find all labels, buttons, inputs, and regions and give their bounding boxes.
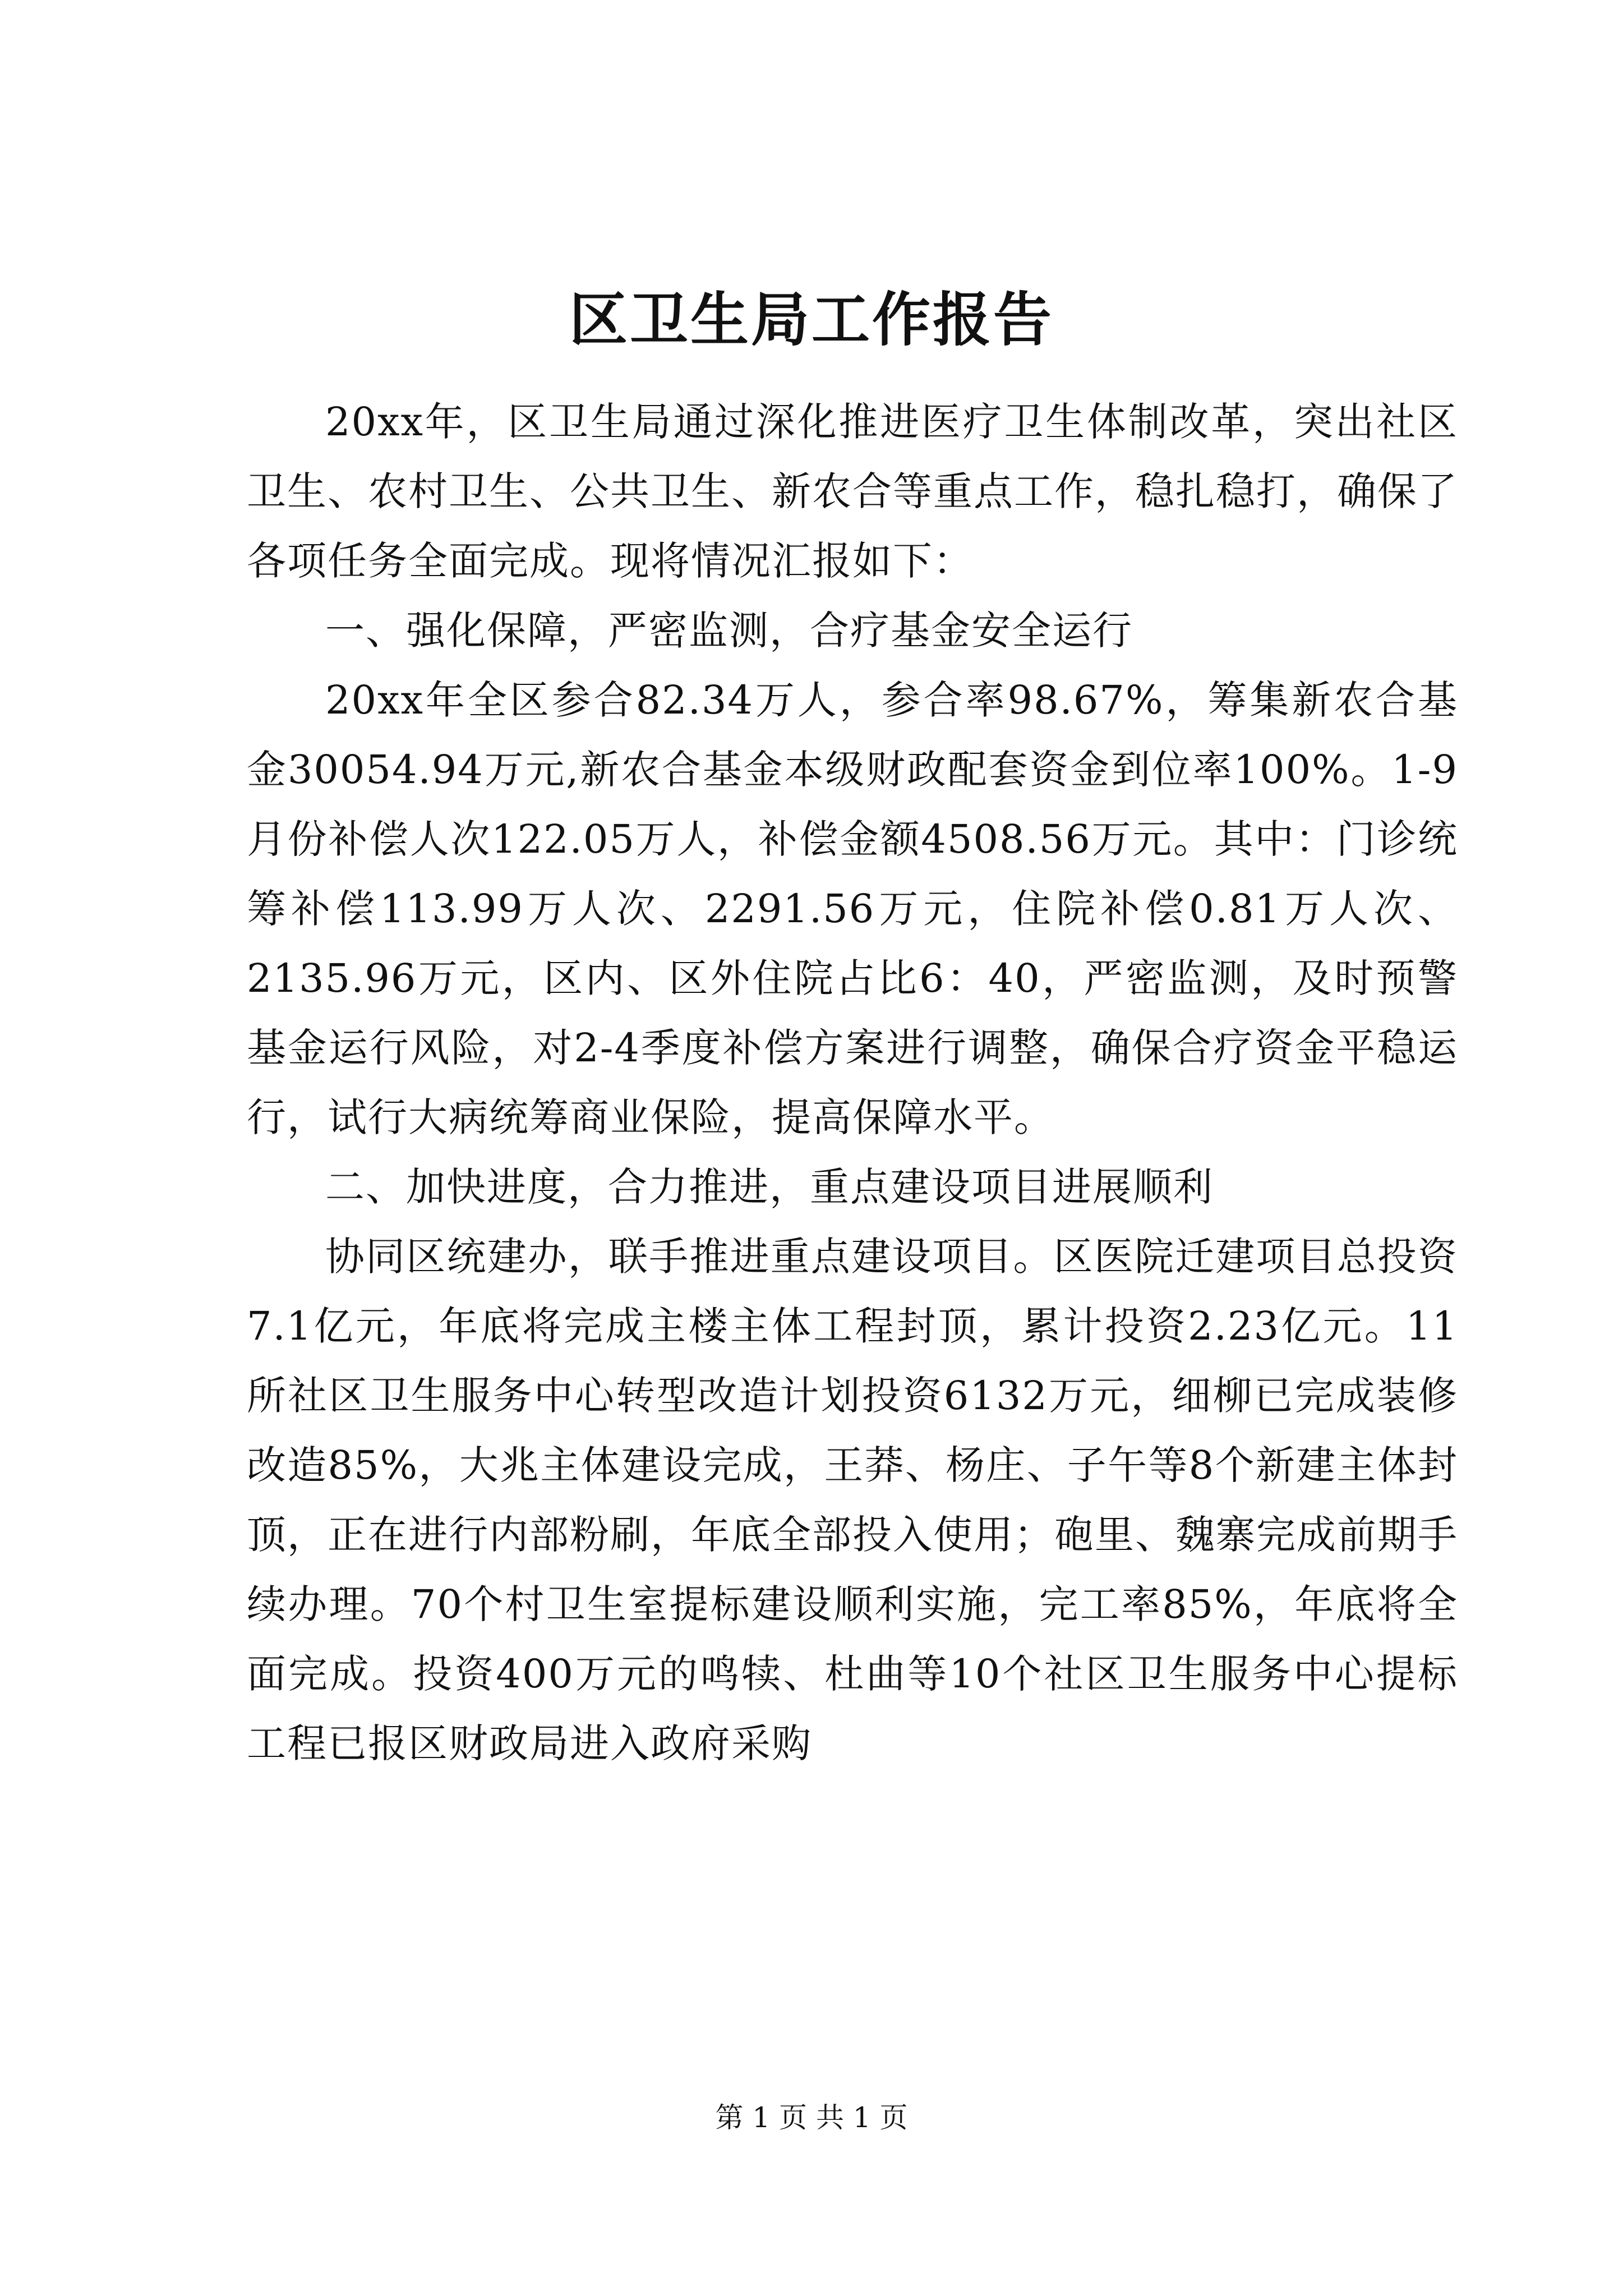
section-2-paragraph: 协同区统建办，联手推进重点建设项目。区医院迁建项目总投资7.1亿元，年底将完成主楼主体工程封顶，累计投资2.23亿元。11所社区卫生服务中心转型改造计划投资6132万元，细柳已完成装修改造85%，大兆主体建设完成，王莽、杨庄、子午等8个新建主体封顶，正在进行内部粉刷，年底全部投入使用；砲里、魏寨完成前期手续办理。70个村卫生室提标建设顺利实施，完工率85%，年底将全面完成。投资400万元的鸣犊、杜曲等10个社区卫生服务中心提标工程已报区财政局进入政府采购 xyxy=(247,1234,1458,1766)
document-body xyxy=(247,387,1458,1778)
section-heading-1: 一、强化保障，严密监测，合疗基金安全运行 xyxy=(325,608,1133,654)
page-footer: 第 1 页 共 1 页 xyxy=(715,2101,908,2134)
document-title: 区卫生局工作报告 xyxy=(569,285,1054,354)
section-1-paragraph: 20xx年全区参合82.34万人，参合率98.67%，筹集新农合基金30054.94万元,新农合基金本级财政配套资金到位率100%。1-9月份补偿人次122.05万人，补偿金额4508.56万元。其中：门诊统筹补偿113.99万人次、2291.56万元，住院补偿0.81万人次、2135.96万元，区内、区外住院占比6：40，严密监测，及时预警基金运行风险，对2-4季度补偿方案进行调整，确保合疗资金平稳运行，试行大病统筹商业保险，提高保障水平。 xyxy=(247,677,1458,1140)
intro-paragraph: 20xx年，区卫生局通过深化推进医疗卫生体制改革，突出社区卫生、农村卫生、公共卫生、新农合等重点工作，稳扎稳打，确保了各项任务全面完成。现将情况汇报如下： xyxy=(247,399,1458,584)
section-heading-2: 二、加快进度，合力推进，重点建设项目进展顺利 xyxy=(325,1164,1214,1210)
